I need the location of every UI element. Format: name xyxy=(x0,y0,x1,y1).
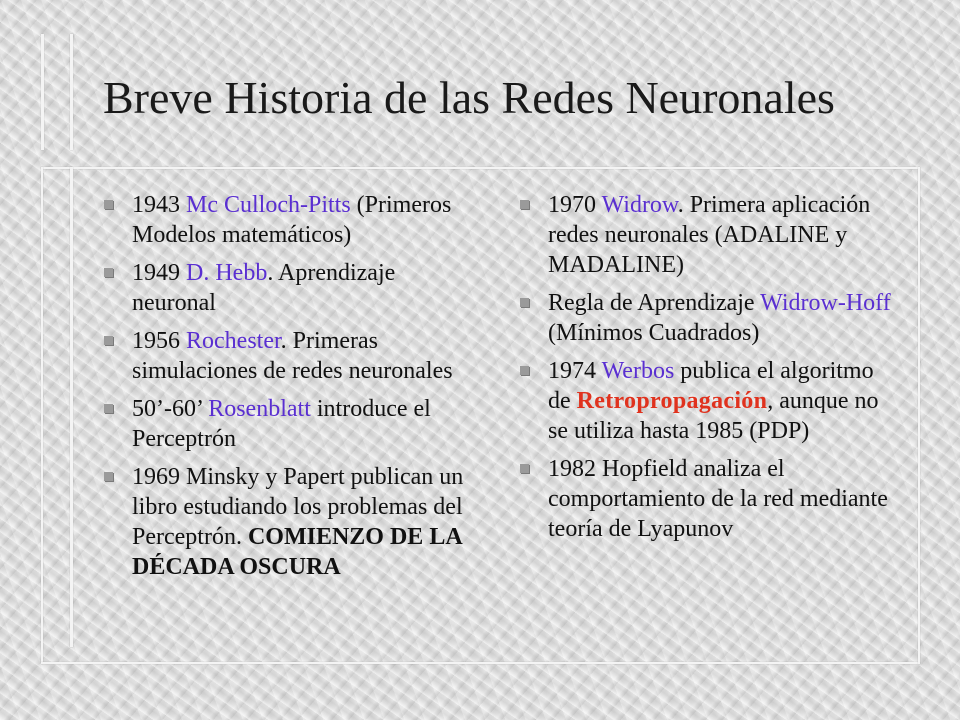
item-text: 50’-60’ xyxy=(132,396,209,422)
item-text: Regla de Aprendizaje xyxy=(548,290,761,316)
list-item xyxy=(104,258,484,318)
bullet-icon xyxy=(520,464,529,473)
bullet-icon xyxy=(520,200,529,209)
frame-vertical-left-inner xyxy=(70,167,73,647)
item-text: (Mínimos Cuadrados) xyxy=(548,320,760,346)
item-text: publica el algoritmo de xyxy=(548,358,874,414)
list-item xyxy=(520,356,900,446)
item-text: 1974 xyxy=(548,358,602,384)
bullet-icon xyxy=(104,336,113,345)
item-text: (Primeros Modelos matemáticos) xyxy=(132,192,452,248)
bullet-icon xyxy=(104,200,113,209)
list-item xyxy=(104,462,484,582)
frame-horizontal-bottom xyxy=(41,662,920,664)
frame-vertical-top-inner xyxy=(70,34,73,150)
list-item xyxy=(520,454,900,544)
frame-vertical-right xyxy=(918,167,920,664)
frame-vertical-left xyxy=(41,167,43,664)
slide-title: Breve Historia de las Redes Neuronales xyxy=(103,72,835,123)
item-text: introduce el Perceptrón xyxy=(132,396,431,452)
bullet-icon xyxy=(104,404,113,413)
item-highlight: Rosenblatt xyxy=(208,396,311,422)
item-highlight: D. Hebb xyxy=(186,260,268,286)
item-text: 1982 Hopfield analiza el comportamiento de la red mediante teoría de Lyapunov xyxy=(548,456,888,542)
item-highlight: Widrow-Hoff xyxy=(760,290,891,316)
item-text: 1956 xyxy=(132,328,186,354)
item-highlight: Werbos xyxy=(601,358,675,384)
bullet-icon xyxy=(520,298,529,307)
frame-vertical-top xyxy=(41,34,44,150)
frame-horizontal-top xyxy=(41,167,920,169)
list-item xyxy=(104,394,484,454)
item-text: . Primeras simulaciones de redes neuronales xyxy=(132,328,453,384)
item-text: , aunque no se utiliza hasta 1985 (PDP) xyxy=(548,388,879,444)
left-column xyxy=(104,190,484,590)
item-text: 1949 xyxy=(132,260,186,286)
item-text: 1970 xyxy=(548,192,602,218)
item-highlight: Rochester xyxy=(186,328,281,354)
list-item xyxy=(104,190,484,250)
item-text: 1969 Minsky y Papert publican un libro estudiando los problemas del Perceptrón. xyxy=(132,464,464,550)
list-item xyxy=(104,326,484,386)
right-column xyxy=(520,190,900,552)
bullet-icon xyxy=(104,268,113,277)
item-text: . Primera aplicación redes neuronales (ADALINE y MADALINE) xyxy=(548,192,871,278)
list-item xyxy=(520,190,900,280)
item-text: 1943 xyxy=(132,192,186,218)
item-emphasis: COMIENZO DE LA DÉCADA OSCURA xyxy=(132,524,462,580)
item-highlight: Widrow xyxy=(601,192,678,218)
bullet-icon xyxy=(520,366,529,375)
item-highlight: Mc Culloch-Pitts xyxy=(186,192,351,218)
list-item xyxy=(520,288,900,348)
item-text: . Aprendizaje neuronal xyxy=(132,260,396,316)
bullet-icon xyxy=(104,472,113,481)
item-highlight-red: Retropropagación xyxy=(576,388,768,414)
